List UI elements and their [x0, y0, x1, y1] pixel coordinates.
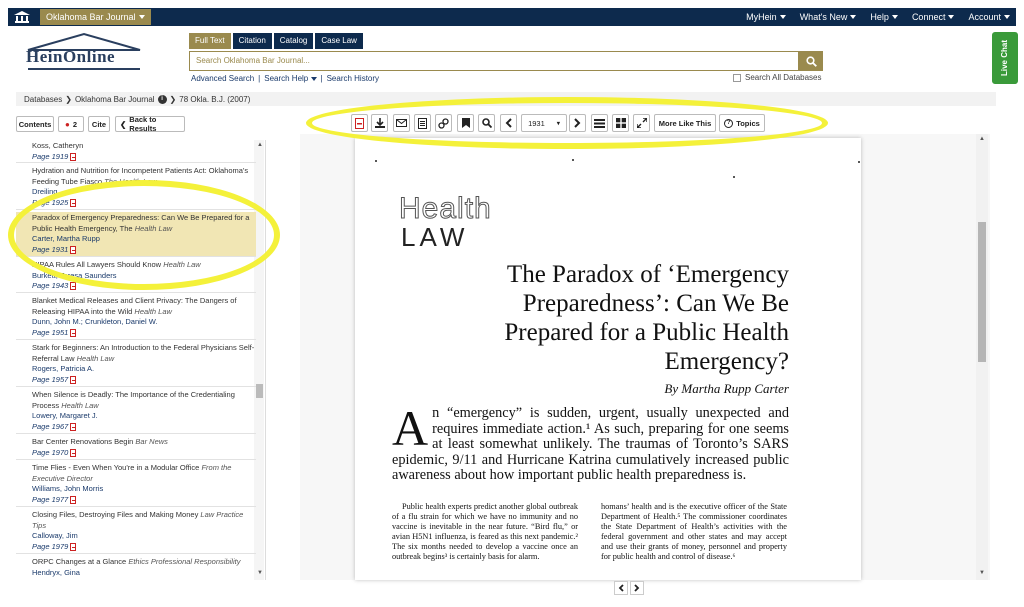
- toc-page: Page 1967: [32, 421, 69, 431]
- toc-page-link[interactable]: [32, 152, 256, 163]
- chevron-right-icon: ❯: [169, 94, 177, 104]
- tab-catalog[interactable]: Catalog: [274, 33, 314, 49]
- toc-section: Health Law: [134, 306, 172, 316]
- toc-page: Page 1957: [32, 374, 69, 384]
- shared-count-button[interactable]: [58, 116, 84, 132]
- chevron-left-icon: [618, 584, 624, 592]
- article-title: The Paradox of ‘Emergency Preparedness’: Can We Be Prepared for a Public Health Emergency?: [504, 261, 789, 375]
- nav-account[interactable]: [968, 8, 1010, 26]
- article-column-right: homans’ health and is the executive officer of the State Department of Health.⁵ The commissioner coordinates the State Department of Health’s activities with the federal government and other states and may accept and use their grants of money, personnel and property for public health and control of disease.⁶: [601, 502, 787, 561]
- tab-citation[interactable]: Citation: [233, 33, 272, 49]
- drop-cap: A: [392, 400, 429, 456]
- nav-label: What's New: [799, 12, 848, 22]
- toc-page-link[interactable]: [32, 328, 256, 339]
- chevron-down-icon: ▾: [556, 120, 560, 127]
- more-like-this-button[interactable]: More Like This: [654, 114, 716, 132]
- search-icon: [806, 56, 817, 67]
- chevron-right-icon: ❯: [65, 94, 72, 104]
- separator: |: [320, 74, 323, 83]
- toc-authors[interactable]: Burkett, Teresa Saunders: [32, 270, 117, 280]
- article-lead: [392, 400, 789, 484]
- pdf-icon[interactable]: [70, 423, 76, 431]
- toc-page-link[interactable]: [32, 448, 256, 459]
- info-icon[interactable]: i: [158, 95, 167, 104]
- article-column-left: Public health experts predict another global outbreak of a flu strain for which we have no immunity and no vaccine is inevitable in the near future. “Bird flu,” or avian H5N1 influenza, is feared as this next pandemic.² The six months needed to develop a vaccine once an outbreak begins³ is certainly basis for alarm.: [392, 502, 578, 561]
- pdf-icon[interactable]: [70, 199, 76, 207]
- page-pager: [614, 581, 644, 595]
- search-input[interactable]: Search Oklahoma Bar Journal...: [189, 51, 799, 71]
- pdf-icon[interactable]: [70, 153, 76, 161]
- scan-speck: [572, 159, 574, 161]
- toc-page: Page 1925: [32, 197, 69, 207]
- nav-myhein[interactable]: [746, 8, 786, 26]
- collection-title: Oklahoma Bar Journal: [46, 12, 136, 22]
- toc-title: [32, 343, 256, 364]
- chevron-down-icon: [892, 15, 898, 19]
- toc-title-text: Stark for Beginners: An Introduction to the Federal Physicians Self-Referral Law: [32, 343, 255, 363]
- live-chat-button[interactable]: Live Chat: [992, 32, 1018, 84]
- fullscreen-icon[interactable]: [633, 114, 650, 132]
- document-page: [355, 138, 861, 580]
- list-item-selected[interactable]: [16, 212, 256, 257]
- toc-title-text: Time Flies - Even When You're in a Modular Office: [32, 463, 200, 472]
- toc-title: [32, 557, 256, 568]
- text-view-icon[interactable]: [414, 114, 431, 132]
- list-item[interactable]: [16, 463, 256, 507]
- toc-page: Page 1919: [32, 151, 69, 161]
- scroll-down-arrow[interactable]: ▼: [979, 570, 985, 576]
- toc-title-text: When Silence is Deadly: The Importance of the Credentialing Process: [32, 390, 235, 410]
- pdf-icon[interactable]: [70, 496, 76, 504]
- pdf-icon[interactable]: [70, 543, 76, 551]
- cite-button[interactable]: Cite: [88, 116, 110, 132]
- chevron-down-icon: [139, 15, 145, 19]
- pdf-icon[interactable]: [351, 114, 368, 132]
- pdf-icon[interactable]: [70, 329, 76, 337]
- toc-authors[interactable]: Williams, John Morris: [32, 484, 104, 493]
- toc-page: Page 1979: [32, 541, 69, 551]
- toc-section: Health Law: [163, 260, 201, 269]
- search-button[interactable]: [799, 51, 823, 71]
- pdf-icon[interactable]: [70, 246, 76, 254]
- toc-authors[interactable]: Lowery, Margaret J.: [32, 411, 98, 420]
- grid-view-icon[interactable]: [612, 114, 629, 132]
- breadcrumb-volume[interactable]: 78 Okla. B.J. (2007): [179, 94, 251, 104]
- back-to-results-button[interactable]: [115, 116, 185, 132]
- search-tabs: [189, 33, 363, 49]
- download-icon[interactable]: [371, 114, 388, 132]
- toc-authors[interactable]: Calloway, Jim: [32, 531, 78, 540]
- toc-authors[interactable]: Carter, Martha Rupp: [32, 234, 100, 243]
- list-item[interactable]: [16, 557, 256, 579]
- toc-title: [32, 213, 256, 234]
- toc-section: Health Law: [61, 400, 99, 410]
- toc-section: From the Executive Director: [32, 463, 232, 483]
- search-all-checkbox[interactable]: [733, 74, 741, 82]
- toc-title: [32, 510, 256, 531]
- toc-page-link[interactable]: [32, 375, 256, 386]
- list-item[interactable]: [16, 260, 256, 293]
- toc-section: Health Law: [134, 223, 173, 233]
- article-byline: By Martha Rupp Carter: [664, 381, 789, 396]
- next-page-arrow[interactable]: [630, 581, 644, 595]
- search-all-label: Search All Databases: [745, 73, 822, 82]
- chevron-left-icon: [505, 118, 512, 128]
- chevron-down-icon: [948, 15, 954, 19]
- toc-title: [32, 296, 256, 317]
- toc-title: [32, 390, 256, 411]
- toc-page: Page 1943: [32, 281, 69, 290]
- back-label: Back to Results: [129, 115, 157, 133]
- nav-label: MyHein: [746, 12, 777, 22]
- nav-help[interactable]: [870, 8, 898, 26]
- scroll-down-arrow[interactable]: ▼: [257, 570, 263, 576]
- breadcrumb-title[interactable]: Oklahoma Bar Journal: [74, 94, 155, 104]
- section-kicker-top: Health: [399, 192, 492, 225]
- breadcrumb: [16, 92, 996, 106]
- page-select[interactable]: [521, 114, 567, 132]
- toc-authors[interactable]: Dreiling: [32, 187, 58, 196]
- toc-title-text: Hydration and Nutrition for Incompetent Patients Act: Oklahoma's Feeding Tube Fiasco: [32, 166, 249, 186]
- chevron-down-icon: [780, 15, 786, 19]
- scan-speck: [375, 160, 377, 162]
- toc-section: Bar News: [135, 437, 168, 446]
- top-nav-menu: [746, 8, 1010, 26]
- chevron-down-icon: [311, 77, 317, 81]
- toc-title: Koss, Catheryn: [32, 141, 84, 150]
- list-item[interactable]: [16, 510, 256, 554]
- toc-title: [32, 437, 256, 448]
- list-item[interactable]: [16, 343, 256, 387]
- list-item[interactable]: [16, 141, 256, 163]
- question-icon: ?: [724, 119, 733, 128]
- list-item[interactable]: [16, 166, 256, 210]
- advanced-search-link[interactable]: Advanced Search: [191, 74, 255, 83]
- toc-authors[interactable]: Hendryx, Gina: [32, 567, 80, 577]
- search-history-link[interactable]: Search History: [326, 74, 380, 83]
- toc-title: [32, 166, 256, 187]
- search-all-databases[interactable]: [733, 73, 822, 82]
- toc-page-link[interactable]: [32, 422, 256, 433]
- nav-connect[interactable]: [912, 8, 955, 26]
- breadcrumb-databases[interactable]: Databases: [24, 94, 63, 104]
- email-icon[interactable]: [393, 114, 410, 132]
- pdf-icon[interactable]: [70, 282, 76, 290]
- list-view-icon[interactable]: [591, 114, 608, 132]
- page-number: 1931: [528, 118, 545, 128]
- toc-page: Page 1951: [32, 327, 69, 337]
- section-kicker-bottom: LAW: [401, 222, 469, 252]
- nav-whats-new[interactable]: [800, 8, 857, 26]
- search-in-document-icon[interactable]: [478, 114, 495, 132]
- chevron-down-icon: [1004, 15, 1010, 19]
- toc-page-link[interactable]: [32, 198, 256, 209]
- previous-page-button[interactable]: [500, 114, 517, 132]
- toc-page-link[interactable]: [32, 281, 256, 292]
- chevron-down-icon: [850, 15, 856, 19]
- chevron-right-icon: [574, 118, 581, 128]
- toc-page: Page 1970: [32, 447, 69, 457]
- toc-page: Page 1977: [32, 494, 69, 504]
- contents-button[interactable]: Contents: [16, 116, 54, 132]
- list-item[interactable]: [16, 437, 256, 460]
- toc-title: [32, 260, 256, 271]
- toc-title-text: Bar Center Renovations Begin: [32, 437, 134, 446]
- list-item[interactable]: [16, 296, 256, 340]
- logo-text: HeinOnline: [26, 47, 116, 66]
- shared-count: 2: [72, 119, 77, 129]
- collection-dropdown[interactable]: [40, 9, 151, 25]
- toc-title-text: HIPAA Rules All Lawyers Should Know: [32, 260, 162, 269]
- search-help-link[interactable]: [264, 74, 316, 83]
- toc-page-link[interactable]: [32, 495, 256, 506]
- nav-label: Help: [870, 12, 889, 22]
- lead-text: n “emergency” is sudden, urgent, usually unexpected and requires immediate action.¹ As such, preparing for one seems at least somewhat unlikely. The traumas of Toronto’s SARS epidemic, 9/11 and Hurricane Katrina cumulatively increased public awareness about how important public health preparedness is.: [392, 405, 789, 484]
- toc-title-text: ORPC Changes at a Glance: [32, 557, 127, 566]
- nav-label: Connect: [911, 12, 946, 22]
- scan-speck: [733, 176, 735, 178]
- topics-button[interactable]: [719, 114, 765, 132]
- toc-title: [32, 463, 256, 484]
- pdf-icon[interactable]: [70, 449, 76, 457]
- toc-title-text: Closing Files, Destroying Files and Making Money: [32, 510, 199, 519]
- scroll-up-arrow[interactable]: ▲: [979, 136, 985, 142]
- tab-case-law[interactable]: Case Law: [315, 33, 363, 49]
- toc-authors[interactable]: Rogers, Patricia A.: [32, 364, 95, 373]
- toc-section: The Health Law: [104, 176, 157, 186]
- previous-page-arrow[interactable]: [614, 581, 628, 595]
- chevron-left-icon: ❮: [120, 119, 127, 129]
- sidebar-scroll-thumb[interactable]: [256, 384, 263, 398]
- scroll-up-arrow[interactable]: ▲: [257, 142, 263, 148]
- search-links: [191, 74, 379, 83]
- toc-section: Ethics Professional Responsibility: [128, 557, 241, 566]
- toc-page-link[interactable]: [32, 245, 256, 256]
- home-icon[interactable]: [8, 8, 36, 26]
- scan-speck: [858, 161, 860, 163]
- topics-label: Topics: [736, 118, 760, 128]
- list-item[interactable]: [16, 390, 256, 434]
- toc-page-link[interactable]: [32, 542, 256, 553]
- pdf-icon[interactable]: [70, 376, 76, 384]
- toc-section: Law Practice Tips: [32, 510, 244, 530]
- chevron-right-icon: [634, 584, 640, 592]
- bookmark-icon[interactable]: [457, 114, 474, 132]
- tab-full-text[interactable]: Full Text: [189, 33, 231, 49]
- nav-label: Account: [968, 12, 1001, 22]
- toc-authors[interactable]: Dunn, John M.; Crunkleton, Daniel W.: [32, 317, 158, 326]
- toc-title-text: Paradox of Emergency Preparedness: Can We Be Prepared for a Public Health Emergency, The: [32, 213, 250, 233]
- search-help-label: Search Help: [264, 74, 309, 83]
- toc-title-text: Blanket Medical Releases and Client Privacy: The Dangers of Releasing HIPAA into the Wild: [32, 296, 237, 316]
- viewer-scroll-thumb[interactable]: [978, 222, 986, 362]
- next-page-button[interactable]: [569, 114, 586, 132]
- separator: |: [258, 74, 261, 83]
- toc-section: Health Law: [76, 353, 115, 363]
- toc-page: Page 1931: [32, 244, 69, 254]
- link-icon[interactable]: [435, 114, 452, 132]
- users-icon: ●: [64, 119, 70, 129]
